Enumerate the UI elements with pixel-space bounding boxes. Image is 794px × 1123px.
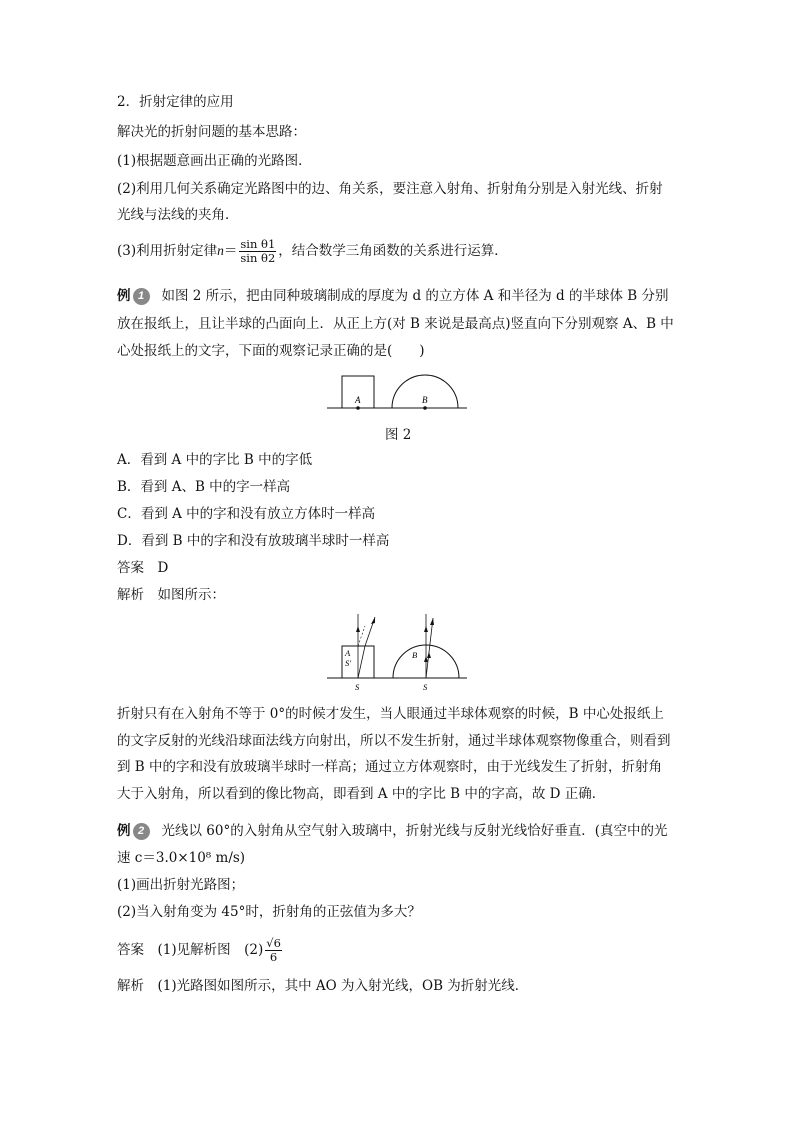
fig1-label-b: B [422,395,428,405]
example-badge-label: 例 [117,823,131,839]
step-2-line-2: 光线与法线的夹角． [117,207,239,223]
example-2-line-2: 速 c＝3.0×10⁸ m/s) [117,850,246,866]
fig2-label-s1: S [355,682,360,692]
snell-numerator: sin θ1 [240,237,276,251]
explanation-line-3: 到 B 中的字和没有放玻璃半球时一样高；通过立方体观察时，由于光线发生了折射，折射角 [117,759,663,775]
example-1-text-1: 如图 2 所示，把由同种玻璃制成的厚度为 d 的立方体 A 和半径为 d 的半球体 B 分别 [161,288,669,304]
example-2-line-4: (2)当入射角变为 45°时，折射角的正弦值为多大？ [117,904,421,920]
example-2-line-1 [117,821,668,841]
figure-ray-diagram [325,612,470,694]
explanation-line-2: 的文字反射的光线沿球面法线方向射出，所以不发生折射，通过半球体观察物像重合，则看到 [117,733,671,749]
step-3 [117,228,508,274]
step-1: (1)根据题意画出正确的光路图． [117,153,312,169]
analysis-1 [117,585,225,605]
step-3-eq: ＝ [223,243,238,259]
step-3-suffix: ，结合数学三角函数的关系进行运算． [278,243,508,259]
option-d: D．看到 B 中的字和没有放玻璃半球时一样高 [117,533,390,549]
analysis-label: 解析 [117,587,144,603]
step-2-line-1: (2)利用几何关系确定光路图中的边、角关系，要注意入射角、折射角分别是入射光线、折射 [117,181,663,197]
figure-cube-hemisphere [325,370,470,415]
answer-fraction [265,937,282,964]
snell-denominator: sin θ2 [240,251,276,265]
answer-1 [117,558,168,578]
answer-denominator: 6 [269,950,278,964]
analysis-text: 如图所示： [157,587,225,603]
example-1-line-2: 放在报纸上，且让半球的凸面向上．从正上方(对 B 来说是最高点)竖直向下分别观察 A、B 中 [117,316,674,332]
answer-numerator: √6 [266,936,281,950]
fig1-label-a: A [355,395,361,405]
fig2-label-s-prime: S' [345,658,352,668]
example-2-badge [117,821,150,841]
explanation-line-1: 折射只有在入射角不等于 0°的时候才发生，当人眼通过半球体观察的时候，B 中心处报纸上 [117,706,664,722]
fig2-label-b: B [412,650,418,660]
answer-part-1: (1)见解析图 (2) [157,942,264,958]
option-a: A．看到 A 中的字比 B 中的字低 [117,452,313,468]
answer-label: 答案 [117,560,144,576]
answer-2 [117,928,284,972]
example-1-line-1 [117,286,668,306]
step-3-prefix: (3)利用折射定律 [117,243,218,259]
example-1-badge [117,286,150,306]
example-1-line-3: 心处报纸上的文字，下面的观察记录正确的是( ) [117,343,425,359]
fig2-label-a: A [345,648,351,658]
option-c: C．看到 A 中的字和没有放立方体时一样高 [117,506,376,522]
step-3-n: n [217,243,224,258]
analysis-label: 解析 [117,978,144,994]
example-badge-number: 1 [133,288,150,305]
figure-caption: 图 2 [385,427,412,443]
section-intro: 解决光的折射问题的基本思路： [117,124,306,140]
explanation-line-4: 大于入射角，所以看到的像比物高，即看到 A 中的字比 B 中的字高，故 D 正确． [117,786,606,802]
analysis-2 [117,976,528,996]
example-2-text-1: 光线以 60°的入射角从空气射入玻璃中，折射光线与反射光线恰好垂直．(真空中的光 [161,823,668,839]
snell-fraction [239,238,276,265]
fig2-label-s2: S [423,682,428,692]
example-2-line-3: (1)画出折射光路图； [117,877,245,893]
answer-value: D [157,560,169,576]
option-b: B．看到 A、B 中的字一样高 [117,479,291,495]
section-heading: 2．折射定律的应用 [117,94,234,110]
analysis-text: (1)光路图如图所示，其中 AO 为入射光线，OB 为折射光线． [157,978,529,994]
example-badge-number: 2 [133,823,150,840]
example-badge-label: 例 [117,288,131,304]
answer-label: 答案 [117,942,144,958]
